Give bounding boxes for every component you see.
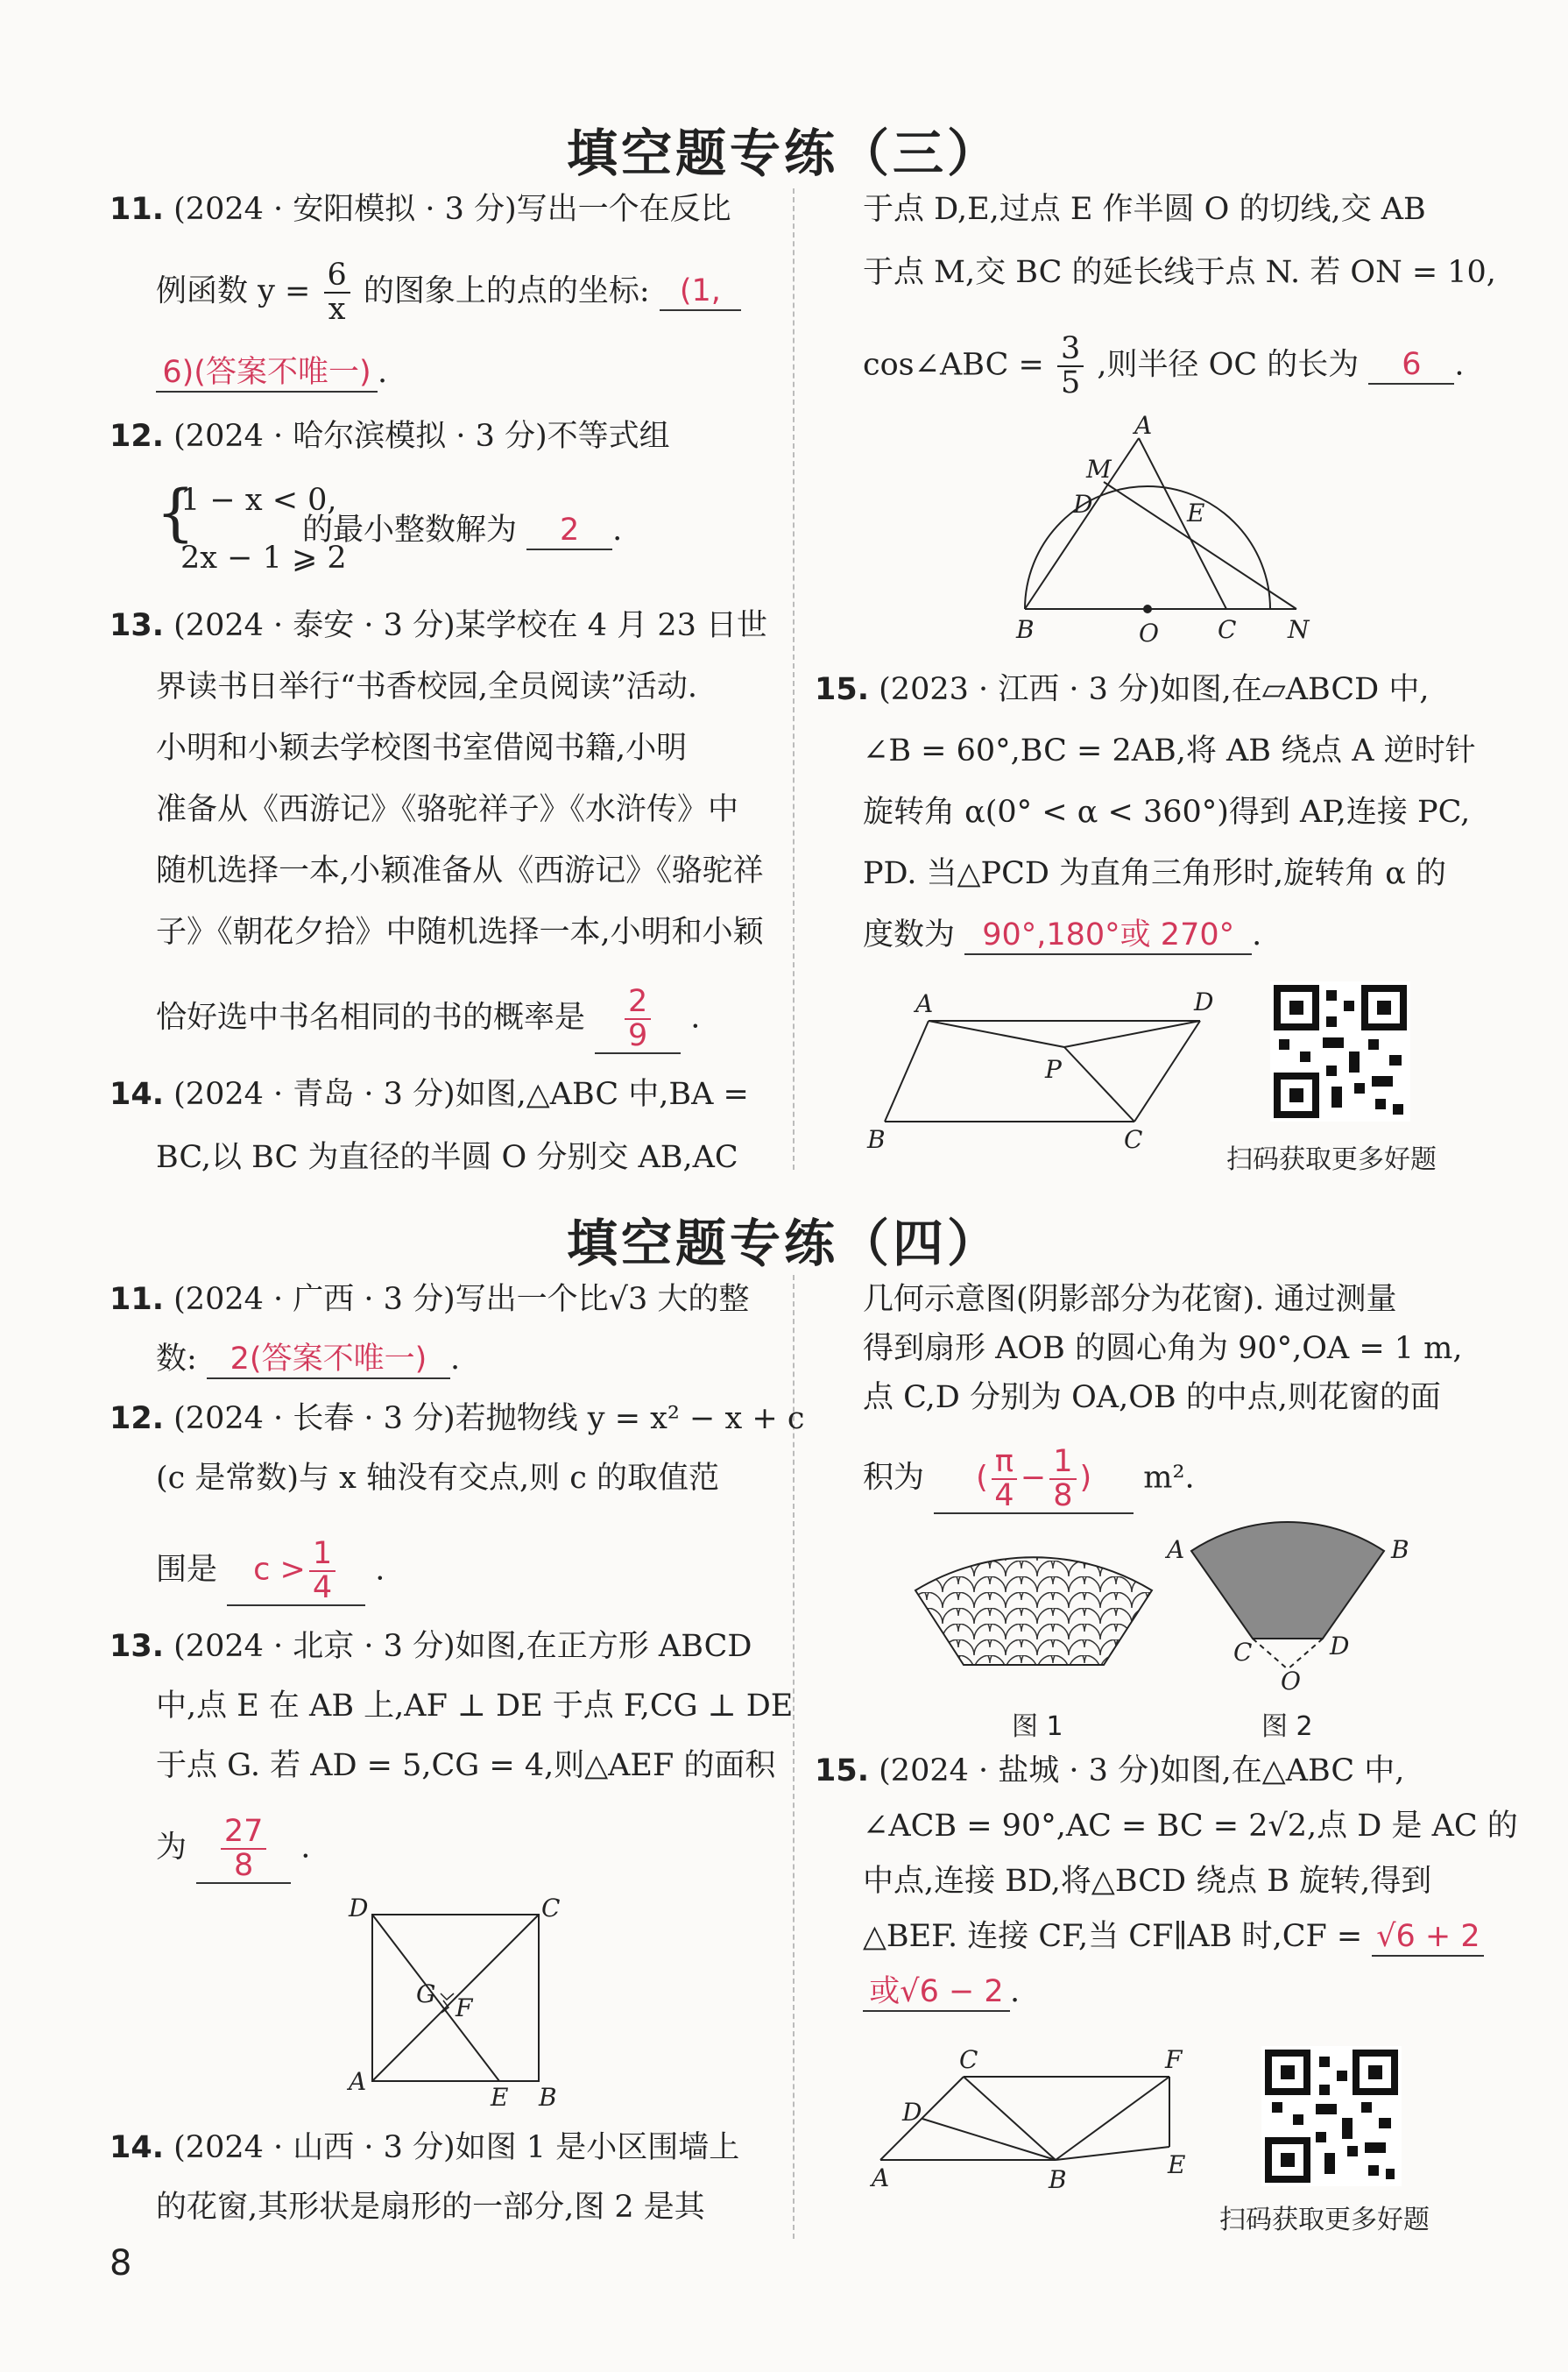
qr-caption-1: 扫码获取更多好题 <box>1226 1144 1437 1175</box>
s2-q13-figure <box>342 1888 578 2116</box>
s2-q14-label-D: D <box>1330 1632 1350 1660</box>
q14-label-N: N <box>1288 615 1310 644</box>
q15-line5: 度数为 90°,180°或 270° . <box>863 917 1261 955</box>
s2-q15-line3: 中点,连接 BD,将△BCD 绕点 B 旋转,得到 <box>863 1864 1432 1899</box>
section-title-4: 填空题专练（四） <box>566 1214 1001 1273</box>
q13-answer: $\frac{2}{9}$ <box>595 986 681 1054</box>
q12-system-2: 2x − 1 ⩾ 2 <box>180 541 347 576</box>
s2-q13-label-D: D <box>349 1894 369 1922</box>
window-shade <box>1191 1522 1384 1639</box>
q11-line1: 11. (2024 · 安阳模拟 · 3 分)写出一个在反比 <box>109 192 731 227</box>
page-number: 8 <box>109 2243 132 2283</box>
s2-q15-line4: △BEF. 连接 CF,当 CF∥AB 时,CF = √6 + 2 <box>863 1918 1484 1957</box>
q14-label-O: O <box>1139 619 1159 648</box>
s2-q15-label-A: A <box>872 2163 890 2192</box>
column-divider <box>793 188 795 1170</box>
q12-system-1: 1 − x < 0, <box>180 483 337 518</box>
s2-q14-line5: 点 C,D 分别为 OA,OB 的中点,则花窗的面 <box>863 1380 1441 1415</box>
s2-q13-line4: 为 $\frac{27}{8}$ . <box>156 1814 311 1883</box>
s2-q13-label-B: B <box>539 2083 557 2112</box>
q14-line1: 14. (2024 · 青岛 · 3 分)如图,△ABC 中,BA = <box>109 1077 749 1112</box>
s2-q14-line3: 几何示意图(阴影部分为花窗). 通过测量 <box>863 1282 1397 1317</box>
s2-q13-label-A: A <box>349 2067 367 2096</box>
s2-q15-answer-b: 或√6 − 2 <box>863 1973 1010 2012</box>
q15-label-P: P <box>1045 1055 1062 1084</box>
s2-q13-label-C: C <box>541 1894 561 1922</box>
s2-q14-answer: ( $\frac{\pi}{4}$ − $\frac{1}{8}$ ) <box>934 1446 1134 1514</box>
q14-label-C: C <box>1218 615 1237 644</box>
q14-line4: 于点 M,交 BC 的延长线于点 N. 若 ON = 10, <box>863 255 1496 290</box>
s2-q15-label-D: D <box>902 2098 922 2127</box>
q14-line5: cos∠ABC = $\frac{3}{5}$ ,则半径 OC 的长为 6 . <box>863 331 1465 400</box>
s2-q15-label-F: F <box>1165 2045 1183 2074</box>
q15-line2: ∠B = 60°,BC = 2AB,将 AB 绕点 A 逆时针 <box>863 733 1476 768</box>
q15-figure <box>863 986 1231 1161</box>
q15-label-C: C <box>1124 1125 1143 1154</box>
q11-line2: 例函数 y = $\frac{6}{x}$ 的图象上的点的坐标: (1, <box>156 259 741 326</box>
q12-answer: 2 <box>526 512 612 550</box>
q15-line3: 旋转角 α(0° < α < 360°)得到 AP,连接 PC, <box>863 795 1471 830</box>
q11-line3: 6)(答案不唯一) . <box>156 354 387 393</box>
s2-q15-label-C: C <box>959 2045 978 2074</box>
fig1-caption: 图 1 <box>1012 1711 1063 1742</box>
s2-q14-label-B: B <box>1391 1535 1409 1564</box>
s2-q14-line6: 积为 ( $\frac{\pi}{4}$ − $\frac{1}{8}$ ) m². <box>863 1444 1195 1513</box>
s2-q14-line1: 14. (2024 · 山西 · 3 分)如图 1 是小区围墙上 <box>109 2130 740 2165</box>
fig2-caption: 图 2 <box>1261 1711 1313 1742</box>
q14-line3: 于点 D,E,过点 E 作半圆 O 的切线,交 AB <box>863 192 1426 227</box>
q11-answer-b: 6)(答案不唯一) <box>156 354 378 393</box>
s2-q13-line2: 中,点 E 在 AB 上,AF ⊥ DE 于点 F,CG ⊥ DE <box>156 1689 794 1724</box>
q15-label-B: B <box>867 1125 886 1154</box>
qr-caption-2: 扫码获取更多好题 <box>1219 2205 1430 2235</box>
s2-q13-label-G: G <box>416 1979 436 2008</box>
s2-q14-line4: 得到扇形 AOB 的圆心角为 90°,OA = 1 m, <box>863 1331 1463 1366</box>
s2-q14-label-C: C <box>1233 1638 1253 1667</box>
q13-line1: 13. (2024 · 泰安 · 3 分)某学校在 4 月 23 日世 <box>109 608 767 643</box>
s2-q12-answer: c > $\frac{1}{4}$ <box>227 1538 365 1606</box>
s2-q15-label-B: B <box>1049 2165 1067 2194</box>
q14-label-D: D <box>1073 490 1093 519</box>
s2-q14-label-A: A <box>1167 1535 1185 1564</box>
s2-q15-line5: 或√6 − 2 . <box>863 1973 1020 2012</box>
s2-q12-line1: 12. (2024 · 长春 · 3 分)若抛物线 y = x² − x + c <box>109 1401 805 1436</box>
qr-code-2[interactable] <box>1261 2046 1402 2186</box>
s2-q14-label-O: O <box>1281 1667 1301 1691</box>
s2-q12-line3: 围是 c > $\frac{1}{4}$ . <box>156 1536 385 1605</box>
q13-line4: 准备从《西游记》《骆驼祥子》《水浒传》中 <box>156 792 739 827</box>
s2-q11-answer: 2(答案不唯一) <box>207 1341 450 1379</box>
q15-label-A: A <box>915 989 934 1018</box>
q13-line5: 随机选择一本,小颖准备从《西游记》《骆驼祥 <box>156 853 764 889</box>
s2-q15-line2: ∠ACB = 90°,AC = BC = 2√2,点 D 是 AC 的 <box>863 1809 1518 1844</box>
q14-label-A: A <box>1134 412 1153 440</box>
s2-q13-label-E: E <box>491 2083 509 2112</box>
q14-label-M: M <box>1086 455 1112 484</box>
s2-q15-line1: 15. (2024 · 盐城 · 3 分)如图,在△ABC 中, <box>815 1753 1405 1788</box>
q14-figure <box>999 412 1331 648</box>
q13-line6: 子》《朝花夕拾》中随机选择一本,小明和小颖 <box>156 915 764 950</box>
q11-answer-a: (1, <box>660 273 741 311</box>
q15-line4: PD. 当△PCD 为直角三角形时,旋转角 α 的 <box>863 856 1447 891</box>
s2-q11-line2: 数: 2(答案不唯一) . <box>156 1341 460 1379</box>
q14-answer: 6 <box>1368 346 1454 385</box>
s2-q14-line2: 的花窗,其形状是扇形的一部分,图 2 是其 <box>156 2190 705 2225</box>
s2-q13-line3: 于点 G. 若 AD = 5,CG = 4,则△AEF 的面积 <box>156 1748 776 1783</box>
q13-line2: 界读书日举行“书香校园,全员阅读”活动. <box>156 669 698 705</box>
q13-line7: 恰好选中书名相同的书的概率是 $\frac{2}{9}$ . <box>156 984 701 1053</box>
q14-line2: BC,以 BC 为直径的半圆 O 分别交 AB,AC <box>156 1140 738 1175</box>
q13-line3: 小明和小颖去学校图书室借阅书籍,小明 <box>156 731 688 766</box>
q12-line2: 的最小整数解为 2 . <box>302 512 622 550</box>
s2-q11-line1: 11. (2024 · 广西 · 3 分)写出一个比√3 大的整 <box>109 1282 750 1317</box>
q15-answer: 90°,180°或 270° <box>964 917 1252 955</box>
q15-label-D: D <box>1194 988 1214 1016</box>
qr-code-1[interactable] <box>1270 981 1410 1122</box>
q11-fraction: $\frac{6}{x}$ <box>324 259 350 326</box>
q12-line1: 12. (2024 · 哈尔滨模拟 · 3 分)不等式组 <box>109 419 670 454</box>
s2-q12-line2: (c 是常数)与 x 轴没有交点,则 c 的取值范 <box>156 1461 720 1496</box>
s2-q13-label-F: F <box>456 1993 473 2022</box>
q14-label-E: E <box>1187 499 1205 528</box>
s2-q13-answer: $\frac{27}{8}$ <box>196 1816 291 1884</box>
s2-q15-label-E: E <box>1168 2150 1186 2179</box>
s2-q13-line1: 13. (2024 · 北京 · 3 分)如图,在正方形 ABCD <box>109 1629 752 1664</box>
section-title-3: 填空题专练（三） <box>566 124 1001 183</box>
q12-brace: { <box>156 477 195 549</box>
s2-q15-figure <box>863 2037 1213 2213</box>
s2-q14-fig2 <box>1156 1516 1419 1691</box>
s2-q14-fig1 <box>911 1529 1156 1678</box>
q15-line1: 15. (2023 · 江西 · 3 分)如图,在▱ABCD 中, <box>815 672 1430 707</box>
s2-q15-answer-a: √6 + 2 <box>1372 1918 1484 1957</box>
q14-label-B: B <box>1016 615 1035 644</box>
